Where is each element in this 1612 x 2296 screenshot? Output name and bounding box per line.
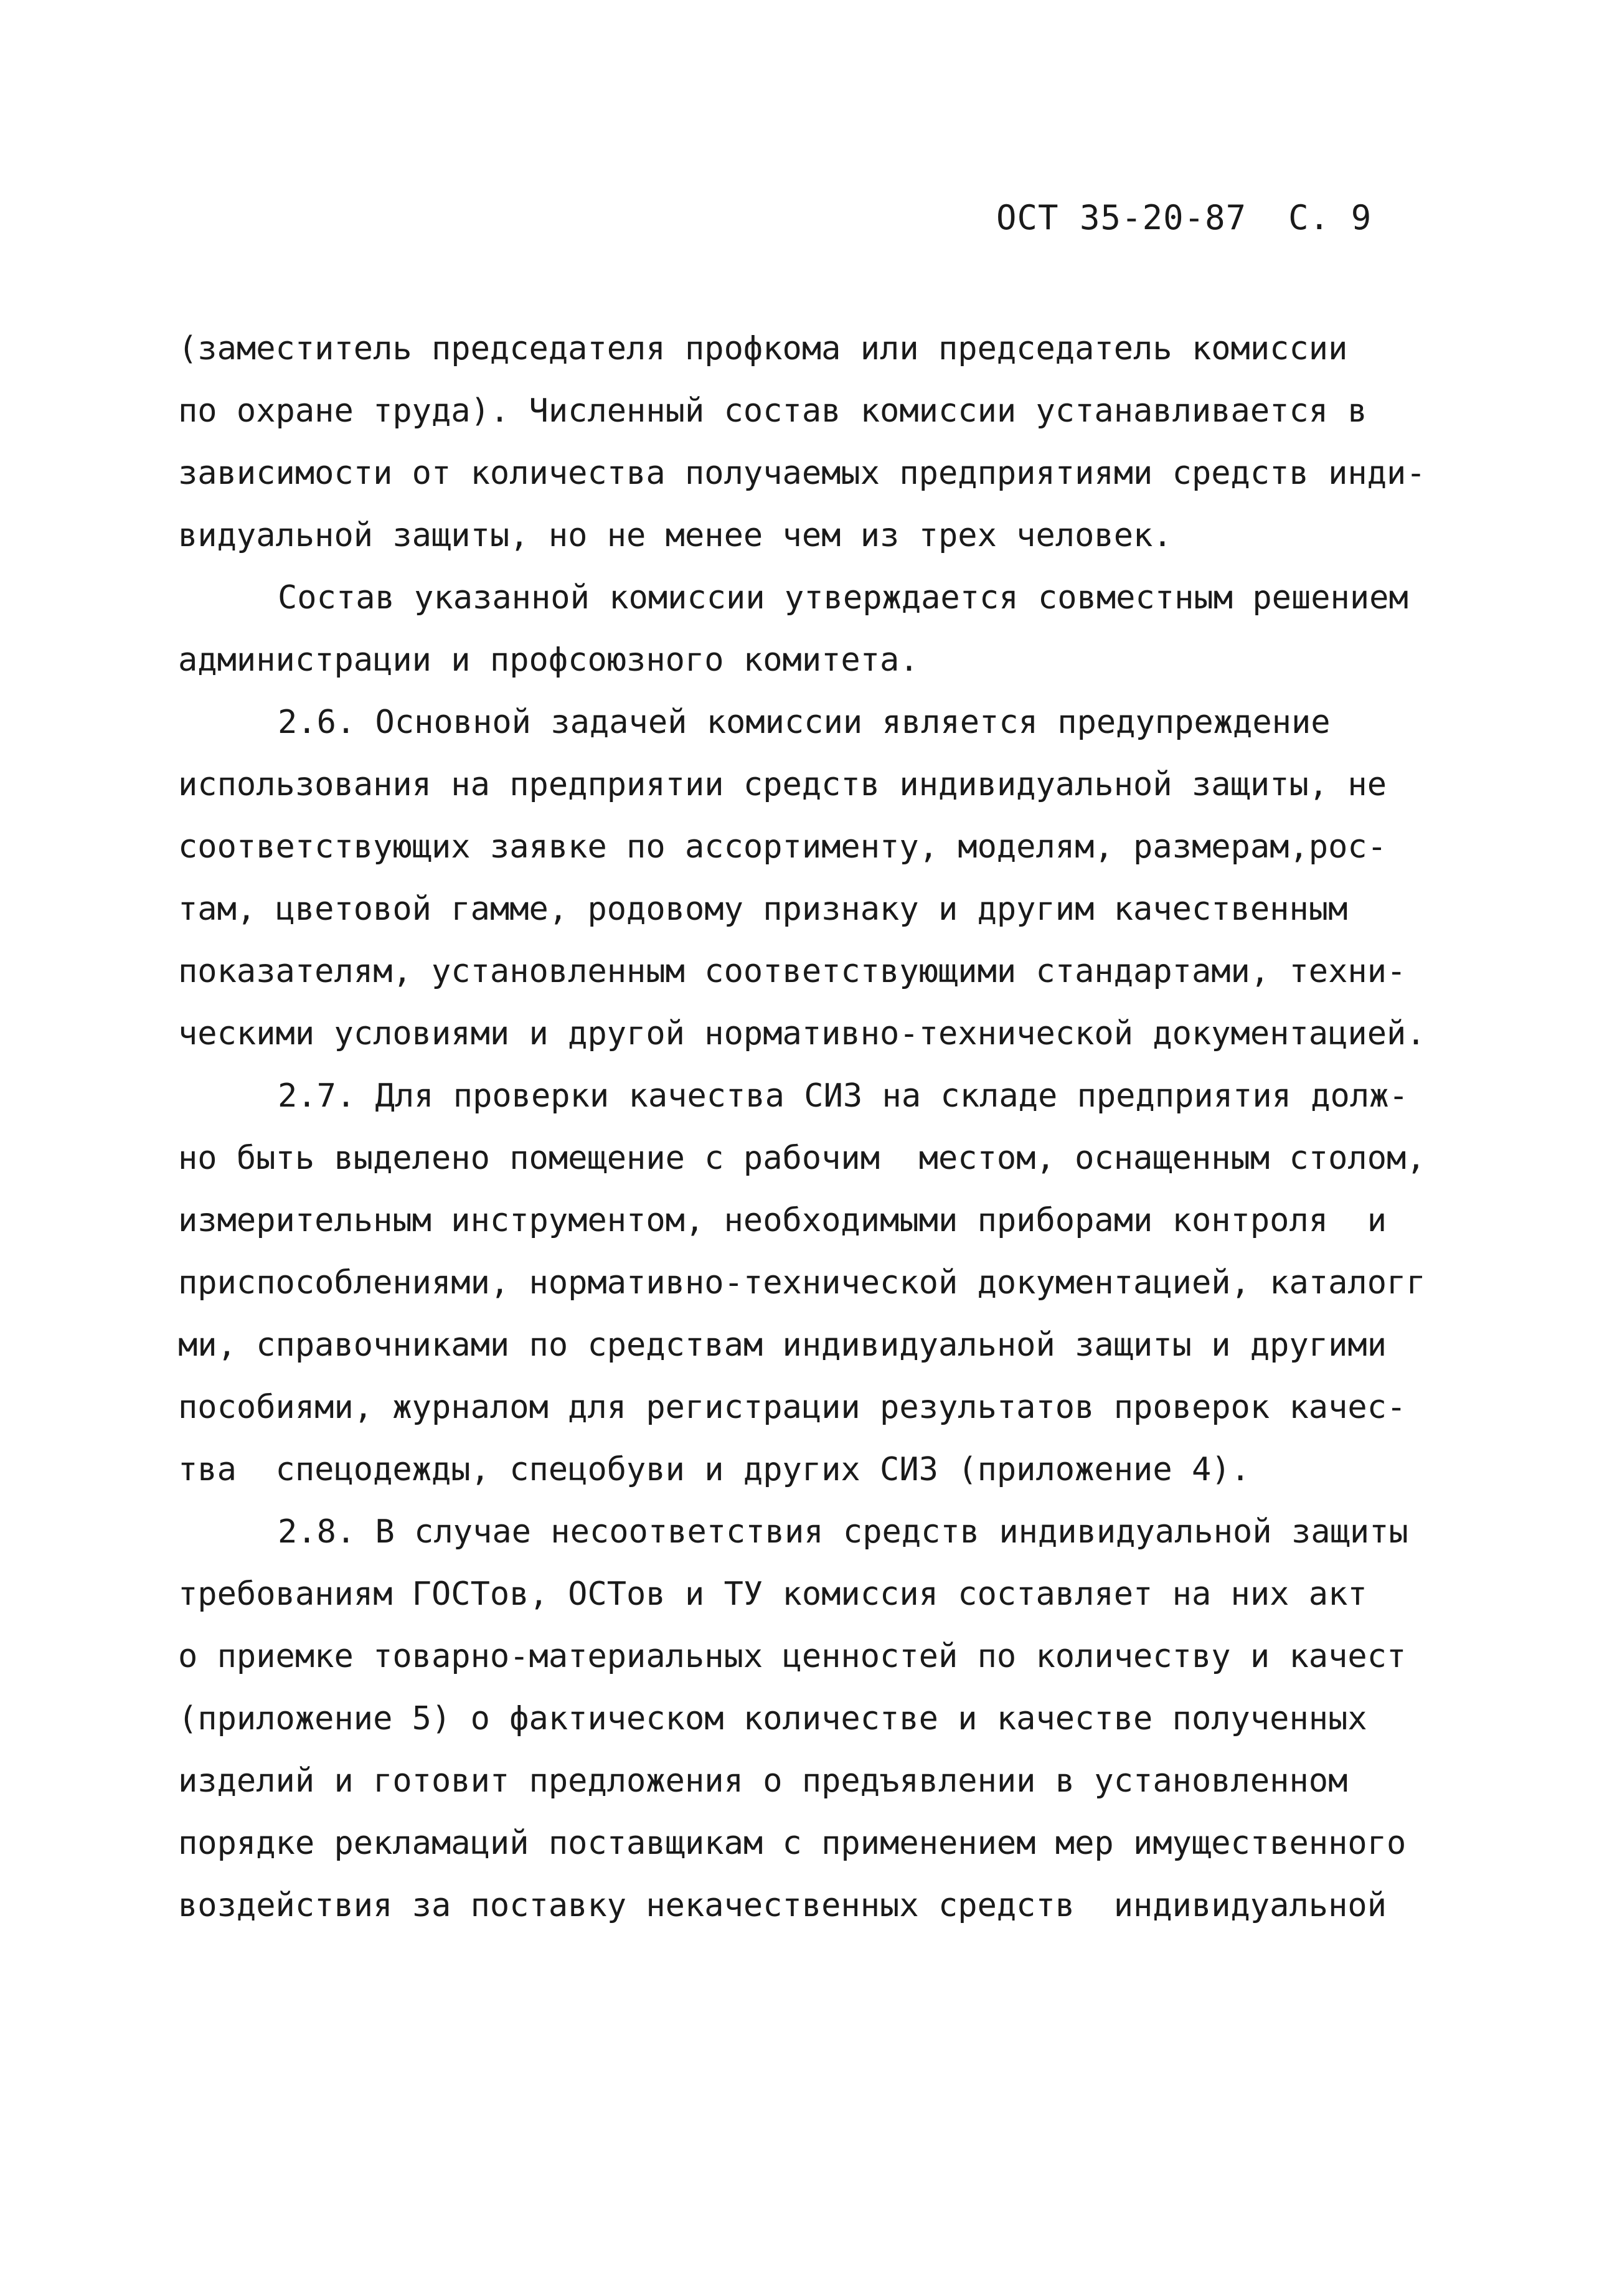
text-line: там, цветовой гамме, родовому признаку и другим качественным — [178, 891, 1348, 928]
text-line: порядке рекламаций поставщикам с применением мер имущественного — [178, 1825, 1407, 1862]
text-line: видуальной защиты, но не менее чем из трех человек. — [178, 517, 1172, 554]
text-line: ми, справочниками по средствам индивидуальной защиты и другими — [178, 1326, 1387, 1364]
text-line: но быть выделено помещение с рабочим местом, оснащенным столом, — [178, 1140, 1426, 1177]
text-line: (заместитель председателя профкома или председатель комиссии — [178, 330, 1348, 367]
text-line: использования на предприятии средств индивидуальной защиты, не — [178, 766, 1387, 803]
text-line: 2.7. Для проверки качества СИЗ на складе предприятия долж- — [278, 1077, 1408, 1115]
text-line: по охране труда). Численный состав комиссии устанавливается в — [178, 392, 1367, 430]
page-number: С. 9 — [1288, 198, 1372, 237]
text-line: приспособлениями, нормативно-технической документацией, каталогг — [178, 1264, 1426, 1302]
text-line: Состав указанной комиссии утверждается совместным решением — [278, 579, 1408, 617]
page-header — [996, 198, 1372, 237]
paragraph-commission-members — [178, 318, 1461, 567]
text-line: тва спецодежды, спецобуви и других СИЗ (приложение 4). — [178, 1451, 1250, 1488]
text-line: воздействия за поставку некачественных средств индивидуальной — [178, 1887, 1387, 1924]
text-line: соответствующих заявке по ассортименту, моделям, размерам,рос- — [178, 828, 1387, 866]
text-line: администрации и профсоюзного комитета. — [178, 641, 919, 679]
text-line: ческими условиями и другой нормативно-технической документацией. — [178, 1015, 1426, 1052]
text-line: 2.6. Основной задачей комиссии является предупреждение — [278, 704, 1331, 741]
paragraph-section-2-6 — [178, 691, 1461, 1065]
paragraph-section-2-8 — [178, 1501, 1461, 1937]
text-line: пособиями, журналом для регистрации результатов проверок качес- — [178, 1389, 1407, 1426]
text-line: 2.8. В случае несоответствия средств индивидуальной защиты — [278, 1513, 1408, 1551]
text-line: изделий и готовит предложения о предъявлении в установленном — [178, 1762, 1348, 1800]
text-line: показателям, установленным соответствующими стандартами, техни- — [178, 953, 1407, 990]
text-line: о приемке товарно-материальных ценностей по количеству и качест — [178, 1638, 1407, 1675]
text-line: измерительным инструментом, необходимыми приборами контроля и — [178, 1202, 1387, 1239]
paragraph-section-2-7 — [178, 1065, 1461, 1501]
text-line: требованиям ГОСТов, ОСТов и ТУ комиссия составляет на них акт — [178, 1576, 1367, 1613]
text-line: (приложение 5) о фактическом количестве и качестве полученных — [178, 1700, 1367, 1737]
text-line: зависимости от количества получаемых предприятиями средств инди- — [178, 455, 1426, 492]
doc-number: ОСТ 35-20-87 — [996, 198, 1247, 237]
paragraph-commission-approval — [178, 567, 1461, 691]
